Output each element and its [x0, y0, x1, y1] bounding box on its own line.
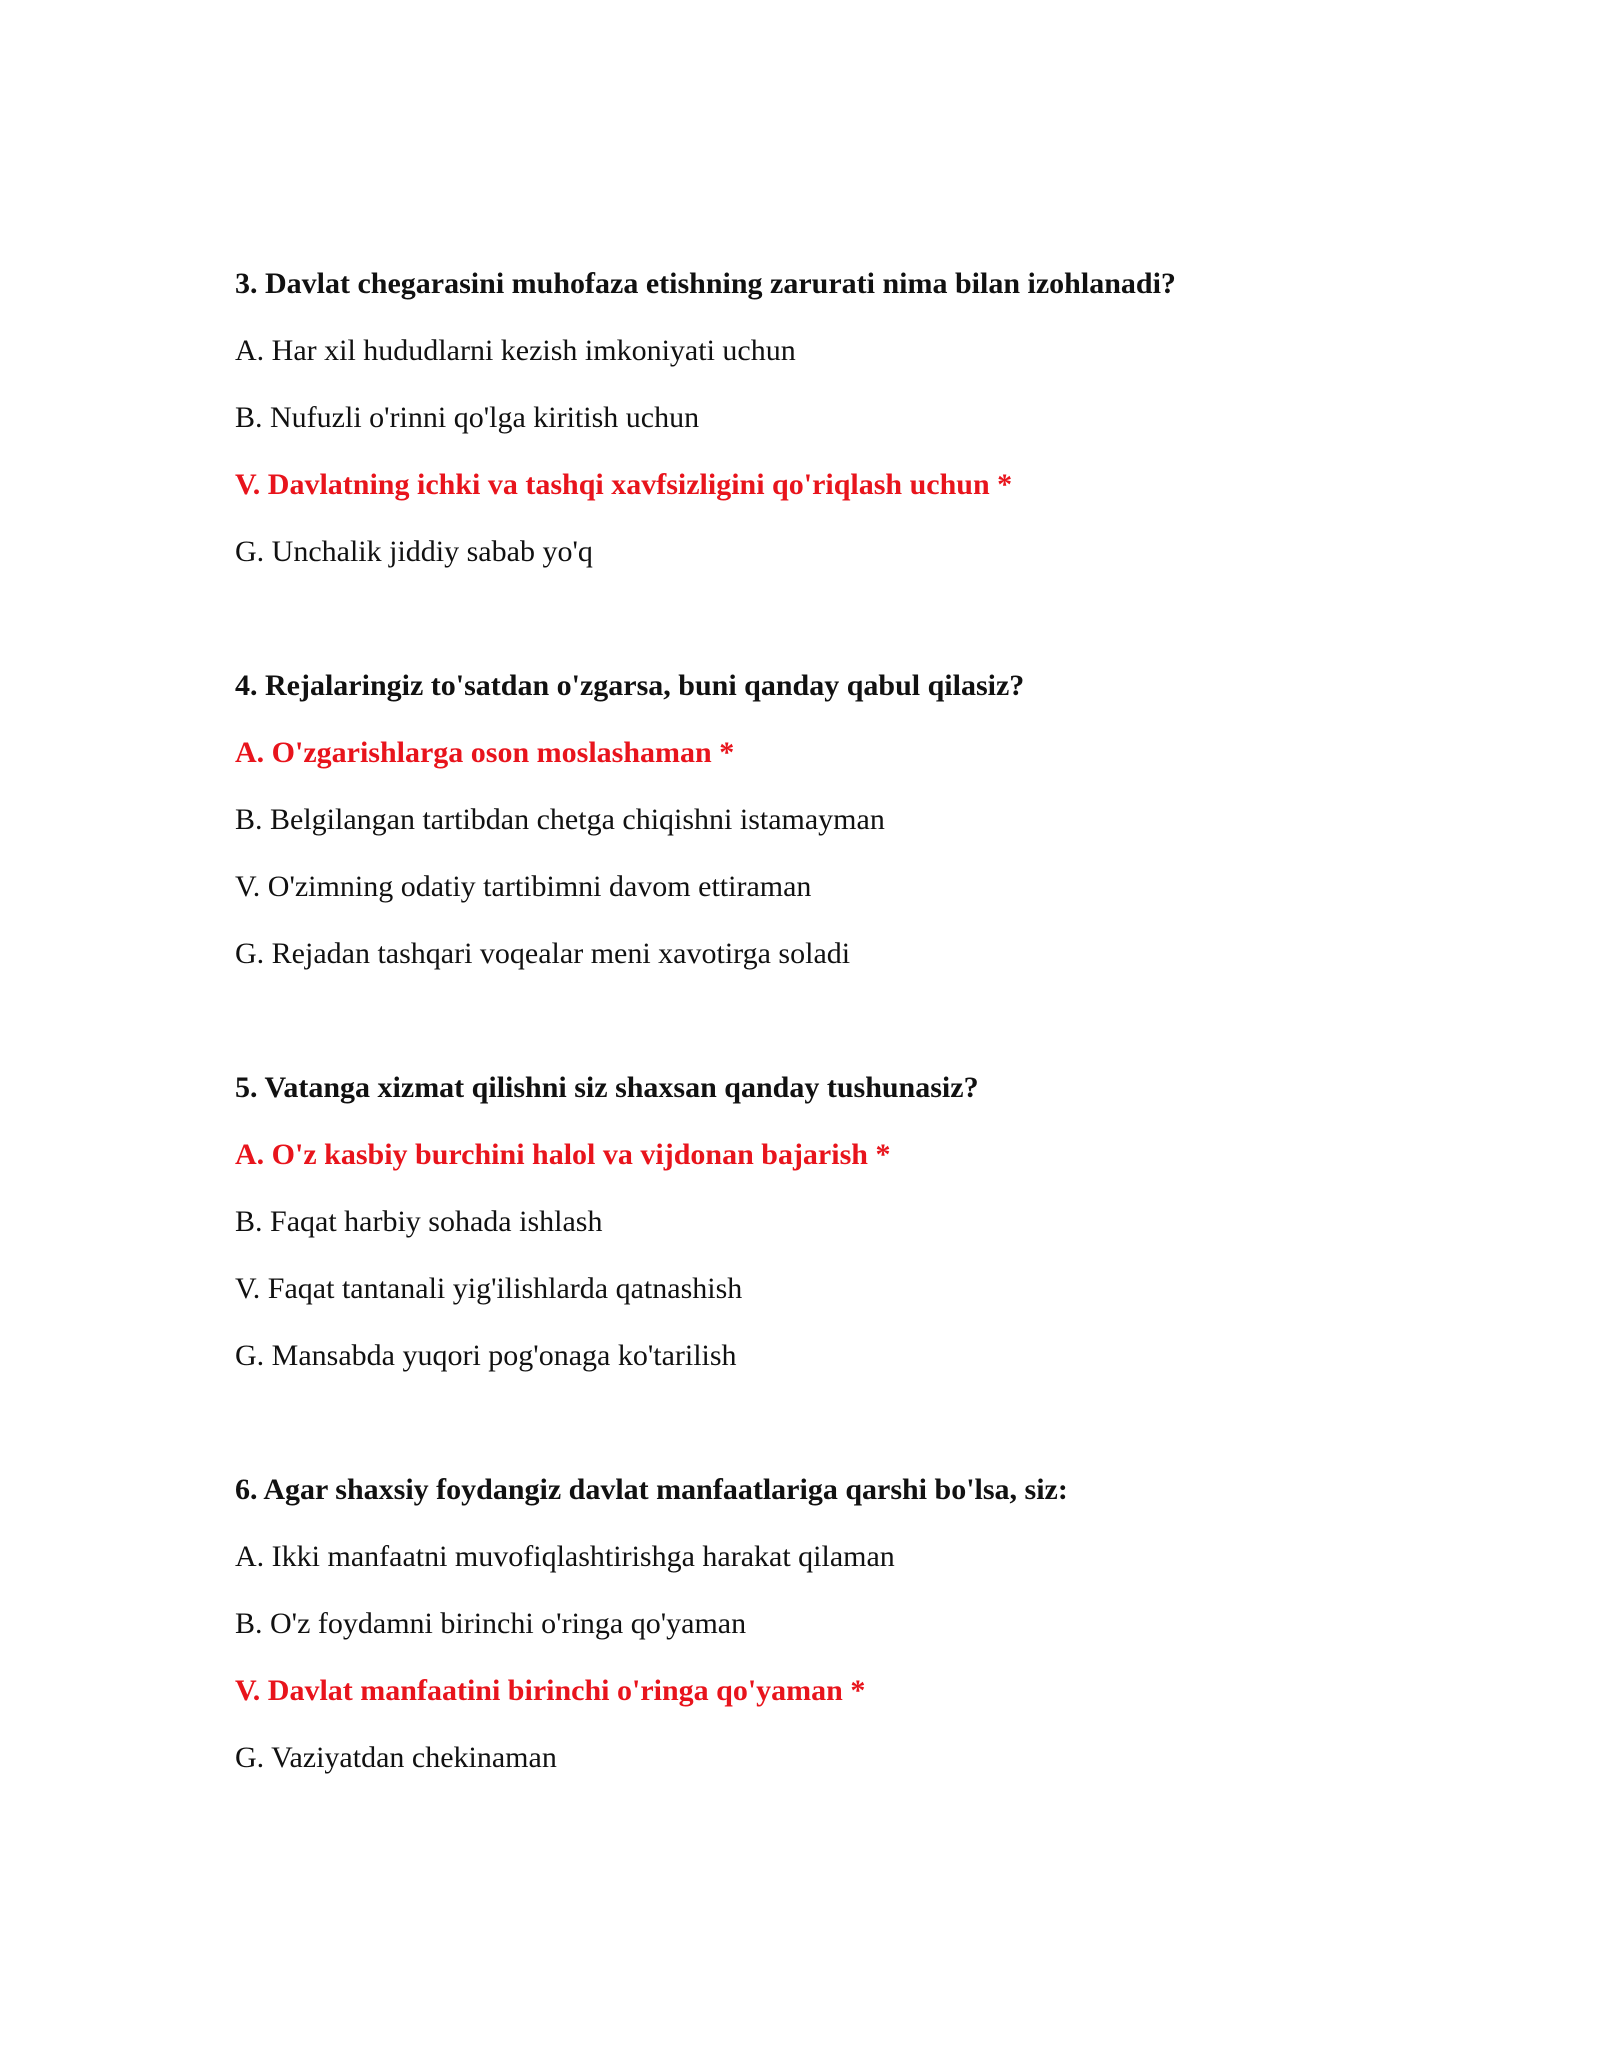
correct-answer-option: A. O'zgarishlarga oson moslashaman *: [235, 736, 735, 769]
question-text: 4. Rejalaringiz to'satdan o'zgarsa, buni qanday qabul qilasiz?: [235, 669, 1025, 702]
answer-option: A. Har xil hududlarni kezish imkoniyati uchun: [235, 334, 796, 367]
quiz-list: [235, 250, 1435, 1858]
question-block: [235, 652, 1435, 987]
question-text: 3. Davlat chegarasini muhofaza etishning zarurati nima bilan izohlanadi?: [235, 267, 1176, 300]
answer-option: B. Nufuzli o'rinni qo'lga kiritish uchun: [235, 401, 700, 434]
correct-answer-option: V. Davlatning ichki va tashqi xavfsizligini qo'riqlash uchun *: [235, 468, 1013, 501]
correct-answer-option: A. O'z kasbiy burchini halol va vijdonan bajarish *: [235, 1138, 891, 1171]
answer-option: A. Ikki manfaatni muvofiqlashtirishga harakat qilaman: [235, 1540, 895, 1573]
answer-option: G. Unchalik jiddiy sabab yo'q: [235, 535, 593, 568]
answer-option: G. Vaziyatdan chekinaman: [235, 1741, 557, 1774]
answer-option: G. Rejadan tashqari voqealar meni xavotirga soladi: [235, 937, 851, 970]
answer-option: B. Belgilangan tartibdan chetga chiqishni istamayman: [235, 803, 885, 836]
answer-option: G. Mansabda yuqori pog'onaga ko'tarilish: [235, 1339, 737, 1372]
answer-option: B. O'z foydamni birinchi o'ringa qo'yaman: [235, 1607, 747, 1640]
question-text: 6. Agar shaxsiy foydangiz davlat manfaatlariga qarshi bo'lsa, siz:: [235, 1473, 1068, 1506]
answer-option: B. Faqat harbiy sohada ishlash: [235, 1205, 603, 1238]
correct-answer-option: V. Davlat manfaatini birinchi o'ringa qo'yaman *: [235, 1674, 866, 1707]
question-block: [235, 250, 1435, 585]
answer-option: V. O'zimning odatiy tartibimni davom ettiraman: [235, 870, 812, 903]
question-text: 5. Vatanga xizmat qilishni siz shaxsan qanday tushunasiz?: [235, 1071, 979, 1104]
answer-option: V. Faqat tantanali yig'ilishlarda qatnashish: [235, 1272, 743, 1305]
question-block: [235, 1456, 1435, 1791]
question-block: [235, 1054, 1435, 1389]
